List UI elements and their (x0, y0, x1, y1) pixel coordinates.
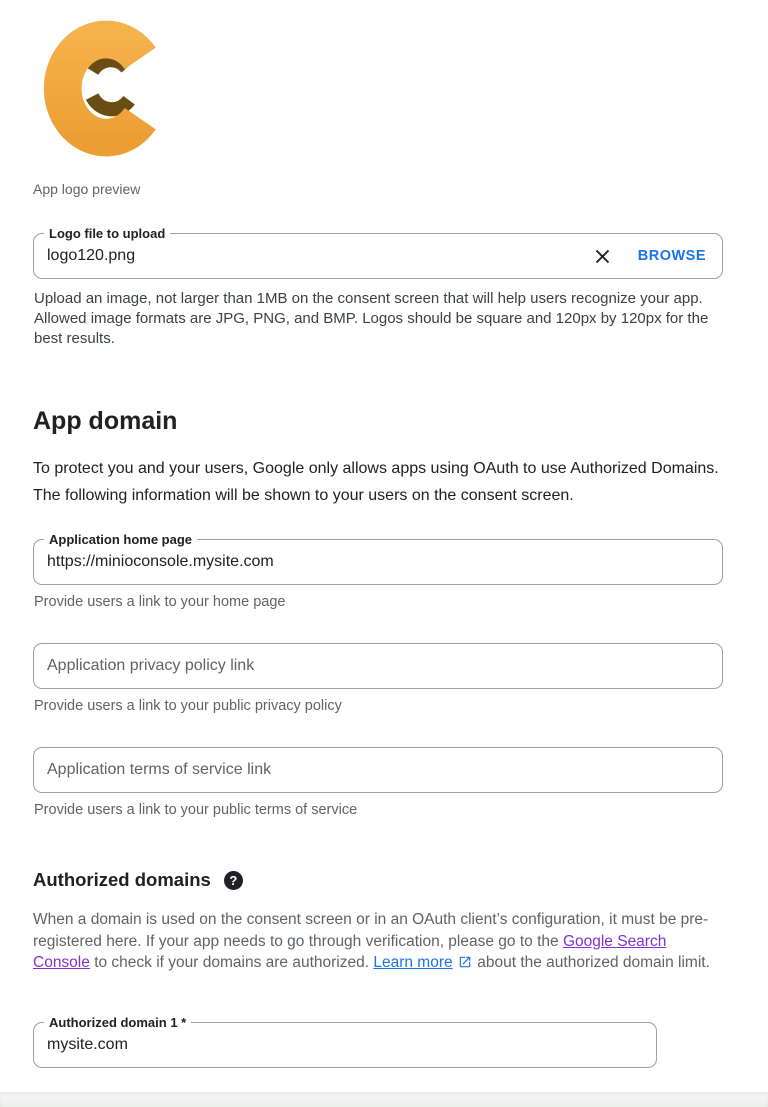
help-icon-glyph: ? (229, 872, 238, 888)
authorized-domains-text-post: about the authorized domain limit. (477, 954, 710, 971)
clear-icon[interactable] (593, 247, 612, 266)
authorized-domains-description (33, 909, 723, 976)
terms-of-service-helper-text: Provide users a link to your public terms of service (34, 802, 358, 818)
page-bottom-edge (0, 1092, 768, 1107)
home-page-helper-text: Provide users a link to your home page (34, 594, 286, 610)
google-search-console-link[interactable]: Google Search Console (33, 932, 667, 971)
home-page-field-label: Application home page (44, 532, 197, 547)
authorized-domains-text-pre: When a domain is used on the consent screen or in an OAuth client’s configuration, it must be pre-registered here. If your app needs to go through verification, please go to the (33, 911, 709, 950)
authorized-domain-1-label: Authorized domain 1 * (44, 1015, 191, 1030)
authorized-domains-heading: Authorized domains (33, 869, 211, 890)
authorized-domain-1-field[interactable] (33, 1014, 657, 1068)
logo-file-field-value[interactable]: logo120.png (47, 247, 136, 264)
privacy-policy-input[interactable] (47, 657, 706, 675)
browse-button[interactable]: BROWSE (637, 248, 706, 264)
terms-of-service-input[interactable] (47, 761, 706, 779)
help-icon[interactable] (224, 871, 243, 890)
home-page-input[interactable] (47, 553, 706, 571)
app-domain-heading: App domain (33, 407, 178, 435)
c-logo-icon (42, 13, 174, 165)
terms-of-service-field[interactable] (33, 747, 723, 793)
learn-more-link[interactable]: Learn more (373, 954, 453, 971)
authorized-domains-heading-row (33, 869, 723, 891)
privacy-policy-helper-text: Provide users a link to your public privacy policy (34, 698, 342, 714)
app-logo-preview-caption: App logo preview (33, 181, 141, 197)
external-link-icon (458, 954, 472, 976)
authorized-domains-text-mid: to check if your domains are authorized. (94, 954, 370, 971)
logo-file-field[interactable] (33, 226, 723, 279)
logo-upload-helper-text: Upload an image, not larger than 1MB on the consent screen that will help users recognize your app. Allowed image formats are JPG, PNG, and BMP. Logos should be square and 120px by 120px for the best results. (34, 290, 709, 347)
authorized-domain-1-input[interactable] (47, 1036, 640, 1054)
privacy-policy-field[interactable] (33, 643, 723, 689)
app-logo-preview-image (42, 13, 174, 165)
home-page-field[interactable] (33, 532, 723, 585)
app-domain-description: To protect you and your users, Google only allows apps using OAuth to use Authorized Domains. The following information will be shown to your users on the consent screen. (33, 460, 719, 504)
logo-file-field-label: Logo file to upload (44, 226, 170, 241)
